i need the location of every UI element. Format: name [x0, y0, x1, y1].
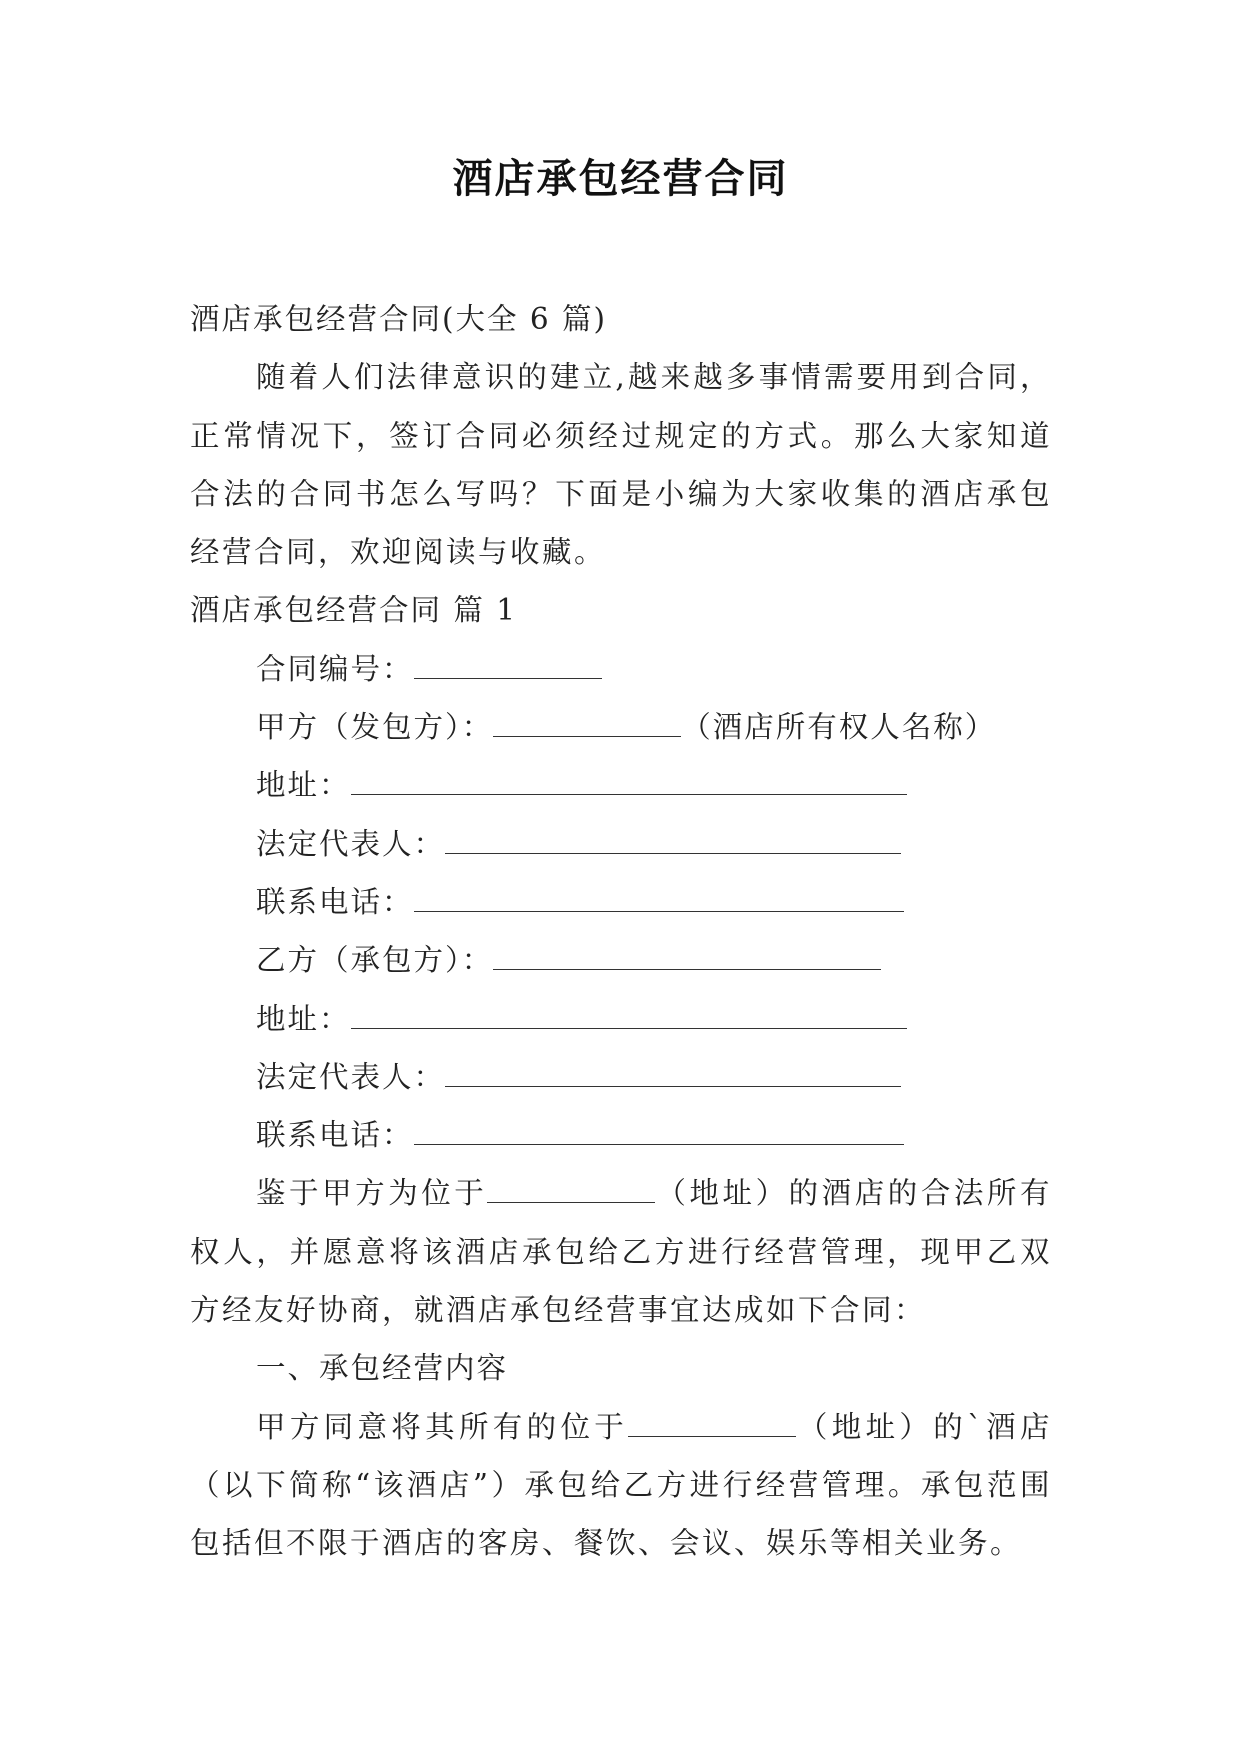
document-subtitle: 酒店承包经营合同(大全 6 篇): [190, 302, 608, 336]
clause-1-prefix: 甲方同意将其所有的位于: [256, 1409, 629, 1444]
clause-1-address-blank: [628, 1414, 796, 1437]
clause-1-paragraph: [190, 1398, 1052, 1573]
party-a-rep-field: [190, 815, 1052, 873]
clause-1-heading: 一、承包经营内容: [256, 1351, 509, 1386]
contract-number-blank: [414, 656, 602, 679]
party-b-tel-label: 联系电话：: [256, 1118, 414, 1153]
party-b-address-blank: [351, 1006, 907, 1029]
party-b-blank: [493, 947, 881, 970]
party-a-address-label: 地址：: [256, 768, 351, 803]
party-a-tel-label: 联系电话：: [256, 884, 414, 919]
party-a-blank: [493, 714, 681, 737]
document-body: [190, 290, 1052, 1573]
party-a-note: （酒店所有权人名称）: [681, 710, 997, 745]
party-a-address-blank: [351, 772, 907, 795]
section-heading: 酒店承包经营合同 篇 1: [190, 593, 518, 628]
recital-suffix: （地址）的酒店的合法所有权人，并愿意将该酒店承包给乙方进行经营管理，现甲乙双方经友好协商，就酒店承包经营事宜达成如下合同：: [190, 1176, 1052, 1328]
recital-address-blank: [487, 1180, 655, 1203]
party-b-tel-field: [190, 1106, 1052, 1164]
party-b-rep-label: 法定代表人：: [256, 1059, 446, 1094]
contract-number-label: 合同编号：: [256, 651, 414, 686]
party-a-rep-label: 法定代表人：: [256, 826, 446, 861]
intro-paragraph: 随着人们法律意识的建立,越来越多事情需要用到合同，正常情况下，签订合同必须经过规定的方式。那么大家知道合法的合同书怎么写吗？下面是小编为大家收集的酒店承包经营合同，欢迎阅读与收藏。: [190, 360, 1052, 570]
clause-1-suffix: （地址）的`酒店（以下简称“该酒店”）承包给乙方进行经营管理。承包范围包括但不限于酒店的客房、餐饮、会议、娱乐等相关业务。: [190, 1409, 1052, 1561]
recital-paragraph: [190, 1164, 1052, 1339]
recital-prefix: 鉴于甲方为位于: [256, 1176, 488, 1211]
party-a-tel-blank: [414, 889, 904, 912]
party-b-field: [190, 931, 1052, 989]
party-b-label: 乙方（承包方）：: [256, 943, 494, 978]
party-a-address-field: [190, 756, 1052, 814]
party-a-field: [190, 698, 1052, 756]
party-a-rep-blank: [445, 831, 901, 854]
party-b-address-field: [190, 990, 1052, 1048]
party-b-tel-blank: [414, 1122, 904, 1145]
contract-number-field: [190, 640, 1052, 698]
document-title: 酒店承包经营合同: [452, 155, 789, 202]
party-b-rep-blank: [445, 1064, 901, 1087]
party-a-tel-field: [190, 873, 1052, 931]
party-b-rep-field: [190, 1048, 1052, 1106]
party-a-label: 甲方（发包方）：: [256, 710, 494, 745]
party-b-address-label: 地址：: [256, 1001, 351, 1036]
